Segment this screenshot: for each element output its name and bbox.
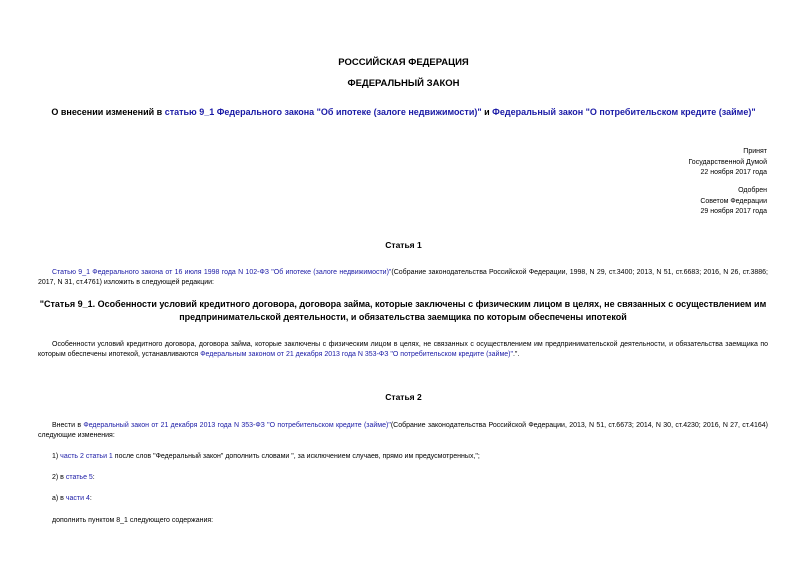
- article-2-add-clause: дополнить пунктом 8_1 следующего содержания:: [52, 517, 214, 524]
- article-2-item-2: [38, 473, 768, 483]
- link-part-4[interactable]: части 4: [65, 495, 90, 502]
- item-2-end: :: [92, 474, 95, 481]
- approved-line-1: Одобрен: [738, 187, 767, 194]
- accepted-block: [688, 147, 767, 179]
- article-1-p2-end: .".: [512, 351, 520, 358]
- title-link-article-9-1[interactable]: статью 9_1 Федерального закона "Об ипотеке (залоге недвижимости)": [164, 107, 482, 117]
- item-1-text: после слов "Федеральный закон" дополнить словами ", за исключением случаев, прямо им предусмотренных,";: [112, 453, 480, 460]
- link-part-2-article-1[interactable]: часть 2 статьи 1: [60, 453, 113, 460]
- title-mid: и: [481, 107, 493, 117]
- article-2-heading: Статья 2: [385, 392, 422, 402]
- article-1-p1-text: (Собрание законодательства Российской Федерации, 1998, N 29, ст.3400; 2013, N 51, ст.6683; 2016, N 26, ст.3886; 2017, N 31, ст.4761) изложить в следующей редакции:: [38, 269, 768, 286]
- article-2-item-a: [38, 494, 768, 504]
- title-link-consumer-credit-law[interactable]: Федеральный закон "О потребительском кредите (займе)": [492, 107, 756, 117]
- article-9-1-subheading: "Статья 9_1. Особенности условий кредитного договора, договора займа, которые заключены с физическим лицом в целях, не связанных с осуществлением им предпринимательской деятельности, и обязательства заемщика по которым обеспечены ипотекой: [39, 299, 767, 322]
- article-2-paragraph-1: [38, 421, 768, 441]
- article-1-link-mortgage-law[interactable]: Статью 9_1 Федерального закона от 16 июля 1998 года N 102-ФЗ "Об ипотеке (залоге недвижимости)": [52, 269, 392, 276]
- article-1-paragraph-2: [38, 340, 768, 360]
- article-2-p1-pre: Внести в: [52, 422, 84, 429]
- article-2-link-consumer-credit-law[interactable]: Федеральный закон от 21 декабря 2013 года N 353-ФЗ "О потребительском кредите (займе)": [83, 422, 391, 429]
- link-article-5[interactable]: статье 5: [65, 474, 93, 481]
- law-type-header: ФЕДЕРАЛЬНЫЙ ЗАКОН: [347, 78, 460, 89]
- title-prefix: О внесении изменений в: [51, 107, 165, 117]
- article-1-link-consumer-credit-law[interactable]: Федеральным законом от 21 декабря 2013 года N 353-ФЗ "О потребительском кредите (займе)": [200, 351, 513, 358]
- item-2-prefix: 2) в: [52, 474, 66, 481]
- article-2-item-1: [38, 452, 768, 462]
- law-title: [0, 107, 807, 117]
- approved-line-2: Советом Федерации: [700, 197, 767, 205]
- item-a-end: :: [89, 495, 92, 502]
- item-a-prefix: а) в: [52, 495, 66, 502]
- article-2-p1-text: (Собрание законодательства Российской Федерации, 2013, N 51, ст.6673; 2014, N 30, ст.4230; 2016, N 27, ст.4164) следующие изменения:: [38, 422, 768, 439]
- country-header: РОССИЙСКАЯ ФЕДЕРАЦИЯ: [338, 57, 469, 68]
- approved-block: [700, 186, 767, 218]
- article-1-paragraph-1: [38, 268, 768, 288]
- article-1-heading: Статья 1: [385, 240, 422, 250]
- article-1-p2-text: Особенности условий кредитного договора, договора займа, которые заключены с физическим лицом в целях, не связанных с осуществлением им предпринимательской деятельности, и обязательства заемщика по которым обеспечены ипотекой, устанавливаются: [38, 341, 768, 358]
- accepted-line-1: Принят: [743, 148, 767, 155]
- item-1-prefix: 1): [52, 453, 61, 460]
- accepted-line-2: Государственной Думой: [688, 158, 767, 166]
- accepted-line-3: 22 ноября 2017 года: [700, 169, 767, 176]
- approved-line-3: 29 ноября 2017 года: [700, 208, 767, 215]
